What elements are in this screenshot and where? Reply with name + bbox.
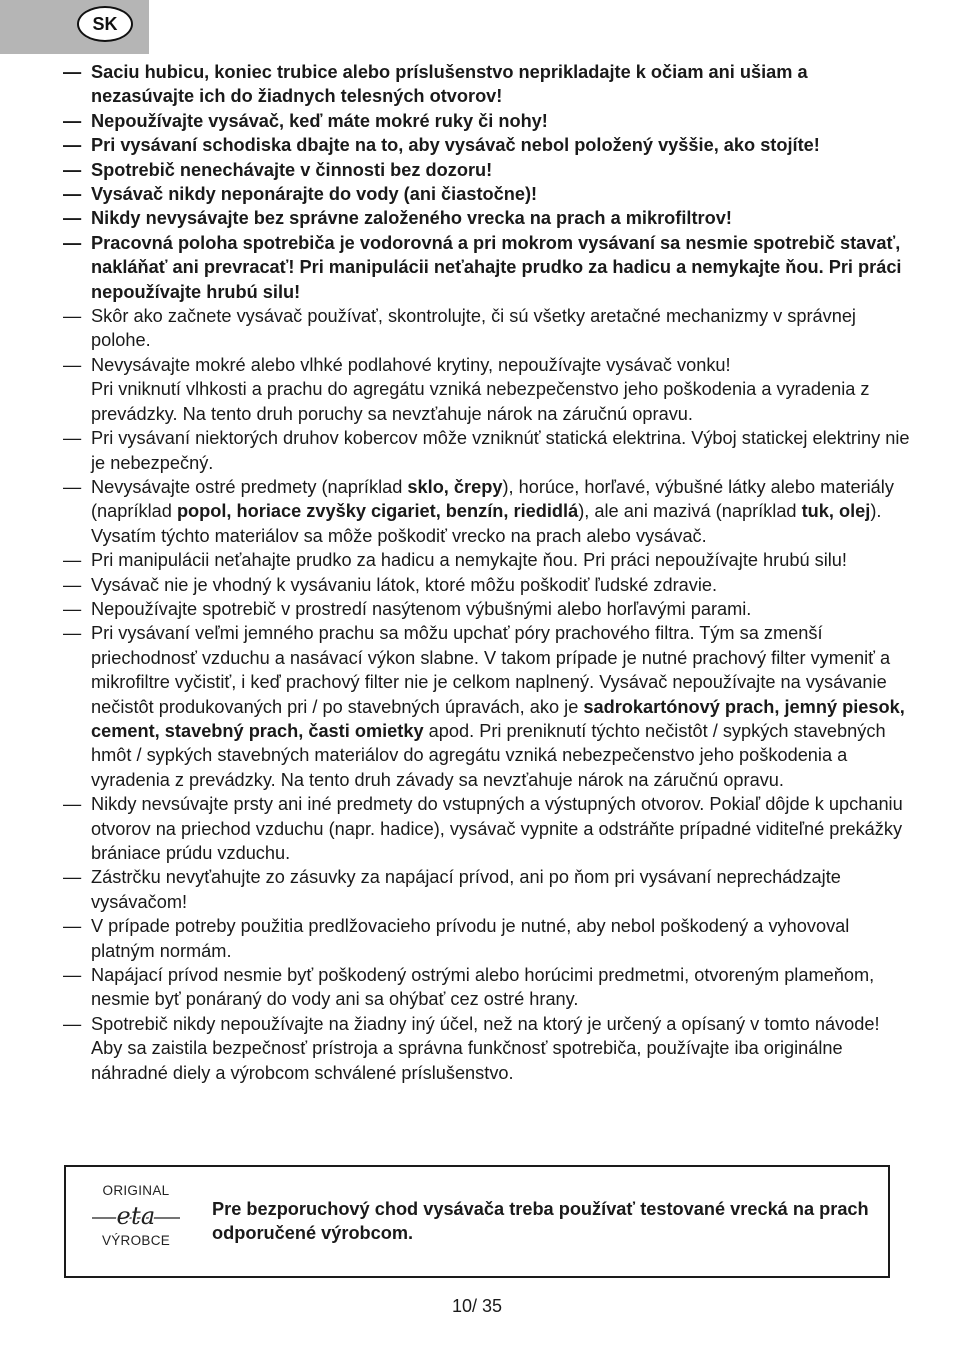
svg-text:eta: eta xyxy=(116,1202,156,1230)
instruction-text: Nikdy nevsúvajte prsty ani iné predmety do vstupných a výstupných otvorov. Pokiaľ dôjde k upchaniu otvorov na priechod vzduchu (napr. hadice), vysávač vypnite a odstráňte prípadné viditeľné prekážky brániace prúdu vzduchu. xyxy=(91,794,903,863)
dash-bullet: — xyxy=(63,110,82,131)
dash-bullet: — xyxy=(63,354,82,375)
instruction-item xyxy=(63,206,913,230)
instruction-item xyxy=(63,597,913,621)
instruction-text: Pracovná poloha spotrebiča je vodorovná a pri mokrom vysávaní sa nesmie spotrebič stavať, nakláňať ani prevracať! Pri manipulácii neťahajte prudko za hadicu a nemykajte ňou. Pri práci nepoužívajte hrubú silu! xyxy=(91,232,902,302)
dash-bullet: — xyxy=(63,623,82,644)
instruction-item xyxy=(63,865,913,914)
dash-bullet: — xyxy=(63,916,82,937)
dash-bullet: — xyxy=(63,574,82,595)
instruction-text: Saciu hubicu, koniec trubice alebo príslušenstvo neprikladajte k očiam ani ušiam a nezasúvajte ich do žiadnych telesných otvorov! xyxy=(91,62,808,107)
dash-bullet: — xyxy=(63,208,82,229)
language-tab xyxy=(0,0,149,54)
instruction-item xyxy=(63,621,913,792)
instruction-item xyxy=(63,158,913,182)
instruction-text: Pri manipulácii neťahajte prudko za hadicu a nemykajte ňou. Pri práci nepoužívajte hrubú silu! xyxy=(91,550,847,571)
instruction-item xyxy=(63,133,913,157)
instruction-text: Vysávač nie je vhodný k vysávaniu látok, ktoré môžu poškodiť ľudské zdravie. xyxy=(91,574,718,595)
instruction-text: Pri vysávaní niektorých druhov kobercov môže vzniknúť statická elektrina. Výboj statickej elektriny nie je nebezpečný. xyxy=(91,428,910,473)
instruction-item xyxy=(63,1012,913,1085)
notice-box xyxy=(64,1165,890,1278)
instruction-text: Spotrebič nikdy nepoužívajte na žiadny iný účel, než na ktorý je určený a opísaný v tomto návode! Aby sa zaistila bezpečnosť prístroja a správna funkčnosť spotrebiča, používajte iba originálne náhradné diely a výrobcom schválené príslušenstvo. xyxy=(91,1013,880,1083)
instruction-item xyxy=(63,60,913,109)
dash-bullet: — xyxy=(63,232,82,253)
instruction-item xyxy=(63,182,913,206)
instruction-text: Napájací prívod nesmie byť poškodený ostrými alebo horúcimi predmetmi, otvoreným plameňom, nesmie byť ponáraný do vody ani sa ohýbať cez ostré hrany. xyxy=(91,965,875,1010)
instruction-text: Nepoužívajte spotrebič v prostredí nasýtenom výbušnými alebo horľavými parami. xyxy=(91,598,752,619)
dash-bullet: — xyxy=(63,867,82,888)
original-eta-logo xyxy=(88,1183,184,1249)
emphasized-text: popol, horiace zvyšky cigariet, benzín, riedidlá xyxy=(176,501,579,522)
emphasized-text: tuk, olej xyxy=(801,501,871,522)
instruction-item xyxy=(63,548,913,572)
dash-bullet: — xyxy=(63,62,82,82)
instruction-item xyxy=(63,304,913,353)
instruction-item xyxy=(63,426,913,475)
instruction-text: Pri vysávaní veľmi jemného prachu sa môžu upchať póry prachového filtra. Tým sa zmenší priechodnosť vzduchu a nasávací výkon slabne. V takom prípade je nutné prachový filter vymeniť a mikrofiltre vyčistiť, i keď prachový filter nie je celkom naplnený. Vysávač nepoužívajte na vysávanie nečistôt produkovaných pri / po stavebných úpravách, ako je sadrokartónový prach, jemný piesok, cement, stavebný prach, časti omietky apod. Pri preniknutí týchto nečistôt / sypkých stavebných hmôt / sypkých stavebných materiálov do agregátu vzniká nebezpečenstvo jeho poškodenia a vyradenia z prevádzky. Na tento druh závady sa nevzťahuje nárok na záručnú opravu. xyxy=(91,623,905,790)
safety-instructions-list xyxy=(63,60,913,1085)
instruction-item xyxy=(63,914,913,963)
instruction-text: V prípade potreby použitia predlžovacieho prívodu je nutné, aby nebol poškodený a vyhovoval platným normám. xyxy=(91,916,850,961)
logo-top-text: ORIGINAL xyxy=(102,1183,170,1198)
dash-bullet: — xyxy=(63,135,82,156)
instruction-text: Skôr ako začnete vysávač používať, skontrolujte, či sú všetky aretačné mechanizmy v správnej polohe. xyxy=(91,306,856,351)
dash-bullet: — xyxy=(63,476,82,497)
dash-bullet: — xyxy=(63,598,82,619)
instruction-text: Zástrčku nevyťahujte zo zásuvky za napájací prívod, ani po ňom pri vysávaní neprechádzajte vysávačom! xyxy=(91,867,841,912)
instruction-text: Nepoužívajte vysávač, keď máte mokré ruky či nohy! xyxy=(91,110,548,131)
instruction-item xyxy=(63,792,913,865)
instruction-text: Spotrebič nenechávajte v činnosti bez dozoru! xyxy=(91,159,493,180)
page-number: 10/ 35 xyxy=(451,1296,503,1316)
dash-bullet: — xyxy=(63,965,82,986)
instruction-text: Nikdy nevysávajte bez správne založeného vrecka na prach a mikrofiltrov! xyxy=(91,208,732,229)
instruction-text: Nevysávajte mokré alebo vlhké podlahové krytiny, nepoužívajte vysávač vonku! Pri vniknutí vlhkosti a prachu do agregátu vzniká nebezpečenstvo jeho poškodenia a vyradenia z prevádzky. Na tento druh poruchy sa nevzťahuje nárok na záručnú opravu. xyxy=(91,354,870,424)
instruction-item xyxy=(63,475,913,548)
instruction-item xyxy=(63,963,913,1012)
dash-bullet: — xyxy=(63,1013,82,1034)
dash-bullet: — xyxy=(63,794,82,815)
instruction-text: Pri vysávaní schodiska dbajte na to, aby vysávač nebol položený vyššie, ako stojíte! xyxy=(91,135,820,156)
emphasized-text: sadrokartónový prach, jemný piesok, cement, stavebný prach, časti omietky xyxy=(91,696,905,741)
instruction-text: Nevysávajte ostré predmety (napríklad sklo, črepy), horúce, horľavé, výbušné látky alebo materiály (napríklad popol, horiace zvyšky cigariet, benzín, riedidlá), ale ani mazivá (napríklad tuk, olej). Vysatím týchto materiálov sa môže poškodiť vrecko na prach alebo vysávač. xyxy=(91,476,894,546)
dash-bullet: — xyxy=(63,550,82,571)
dash-bullet: — xyxy=(63,184,82,205)
emphasized-text: sklo, črepy xyxy=(407,476,503,497)
instruction-item xyxy=(63,109,913,133)
dash-bullet: — xyxy=(63,428,82,449)
instruction-text: Vysávač nikdy neponárajte do vody (ani čiastočne)! xyxy=(91,184,538,205)
eta-brand-mark xyxy=(88,1201,184,1231)
instruction-item xyxy=(63,231,913,304)
dash-bullet: — xyxy=(63,159,82,180)
instruction-item xyxy=(63,573,913,597)
logo-bottom-text: VÝROBCE xyxy=(101,1233,171,1248)
language-badge: SK xyxy=(77,6,133,42)
instruction-item xyxy=(63,353,913,426)
notice-text: Pre bezporuchový chod vysávača treba používať testované vrecká na prach odporučené výrobcom. xyxy=(212,1199,869,1244)
dash-bullet: — xyxy=(63,306,82,327)
